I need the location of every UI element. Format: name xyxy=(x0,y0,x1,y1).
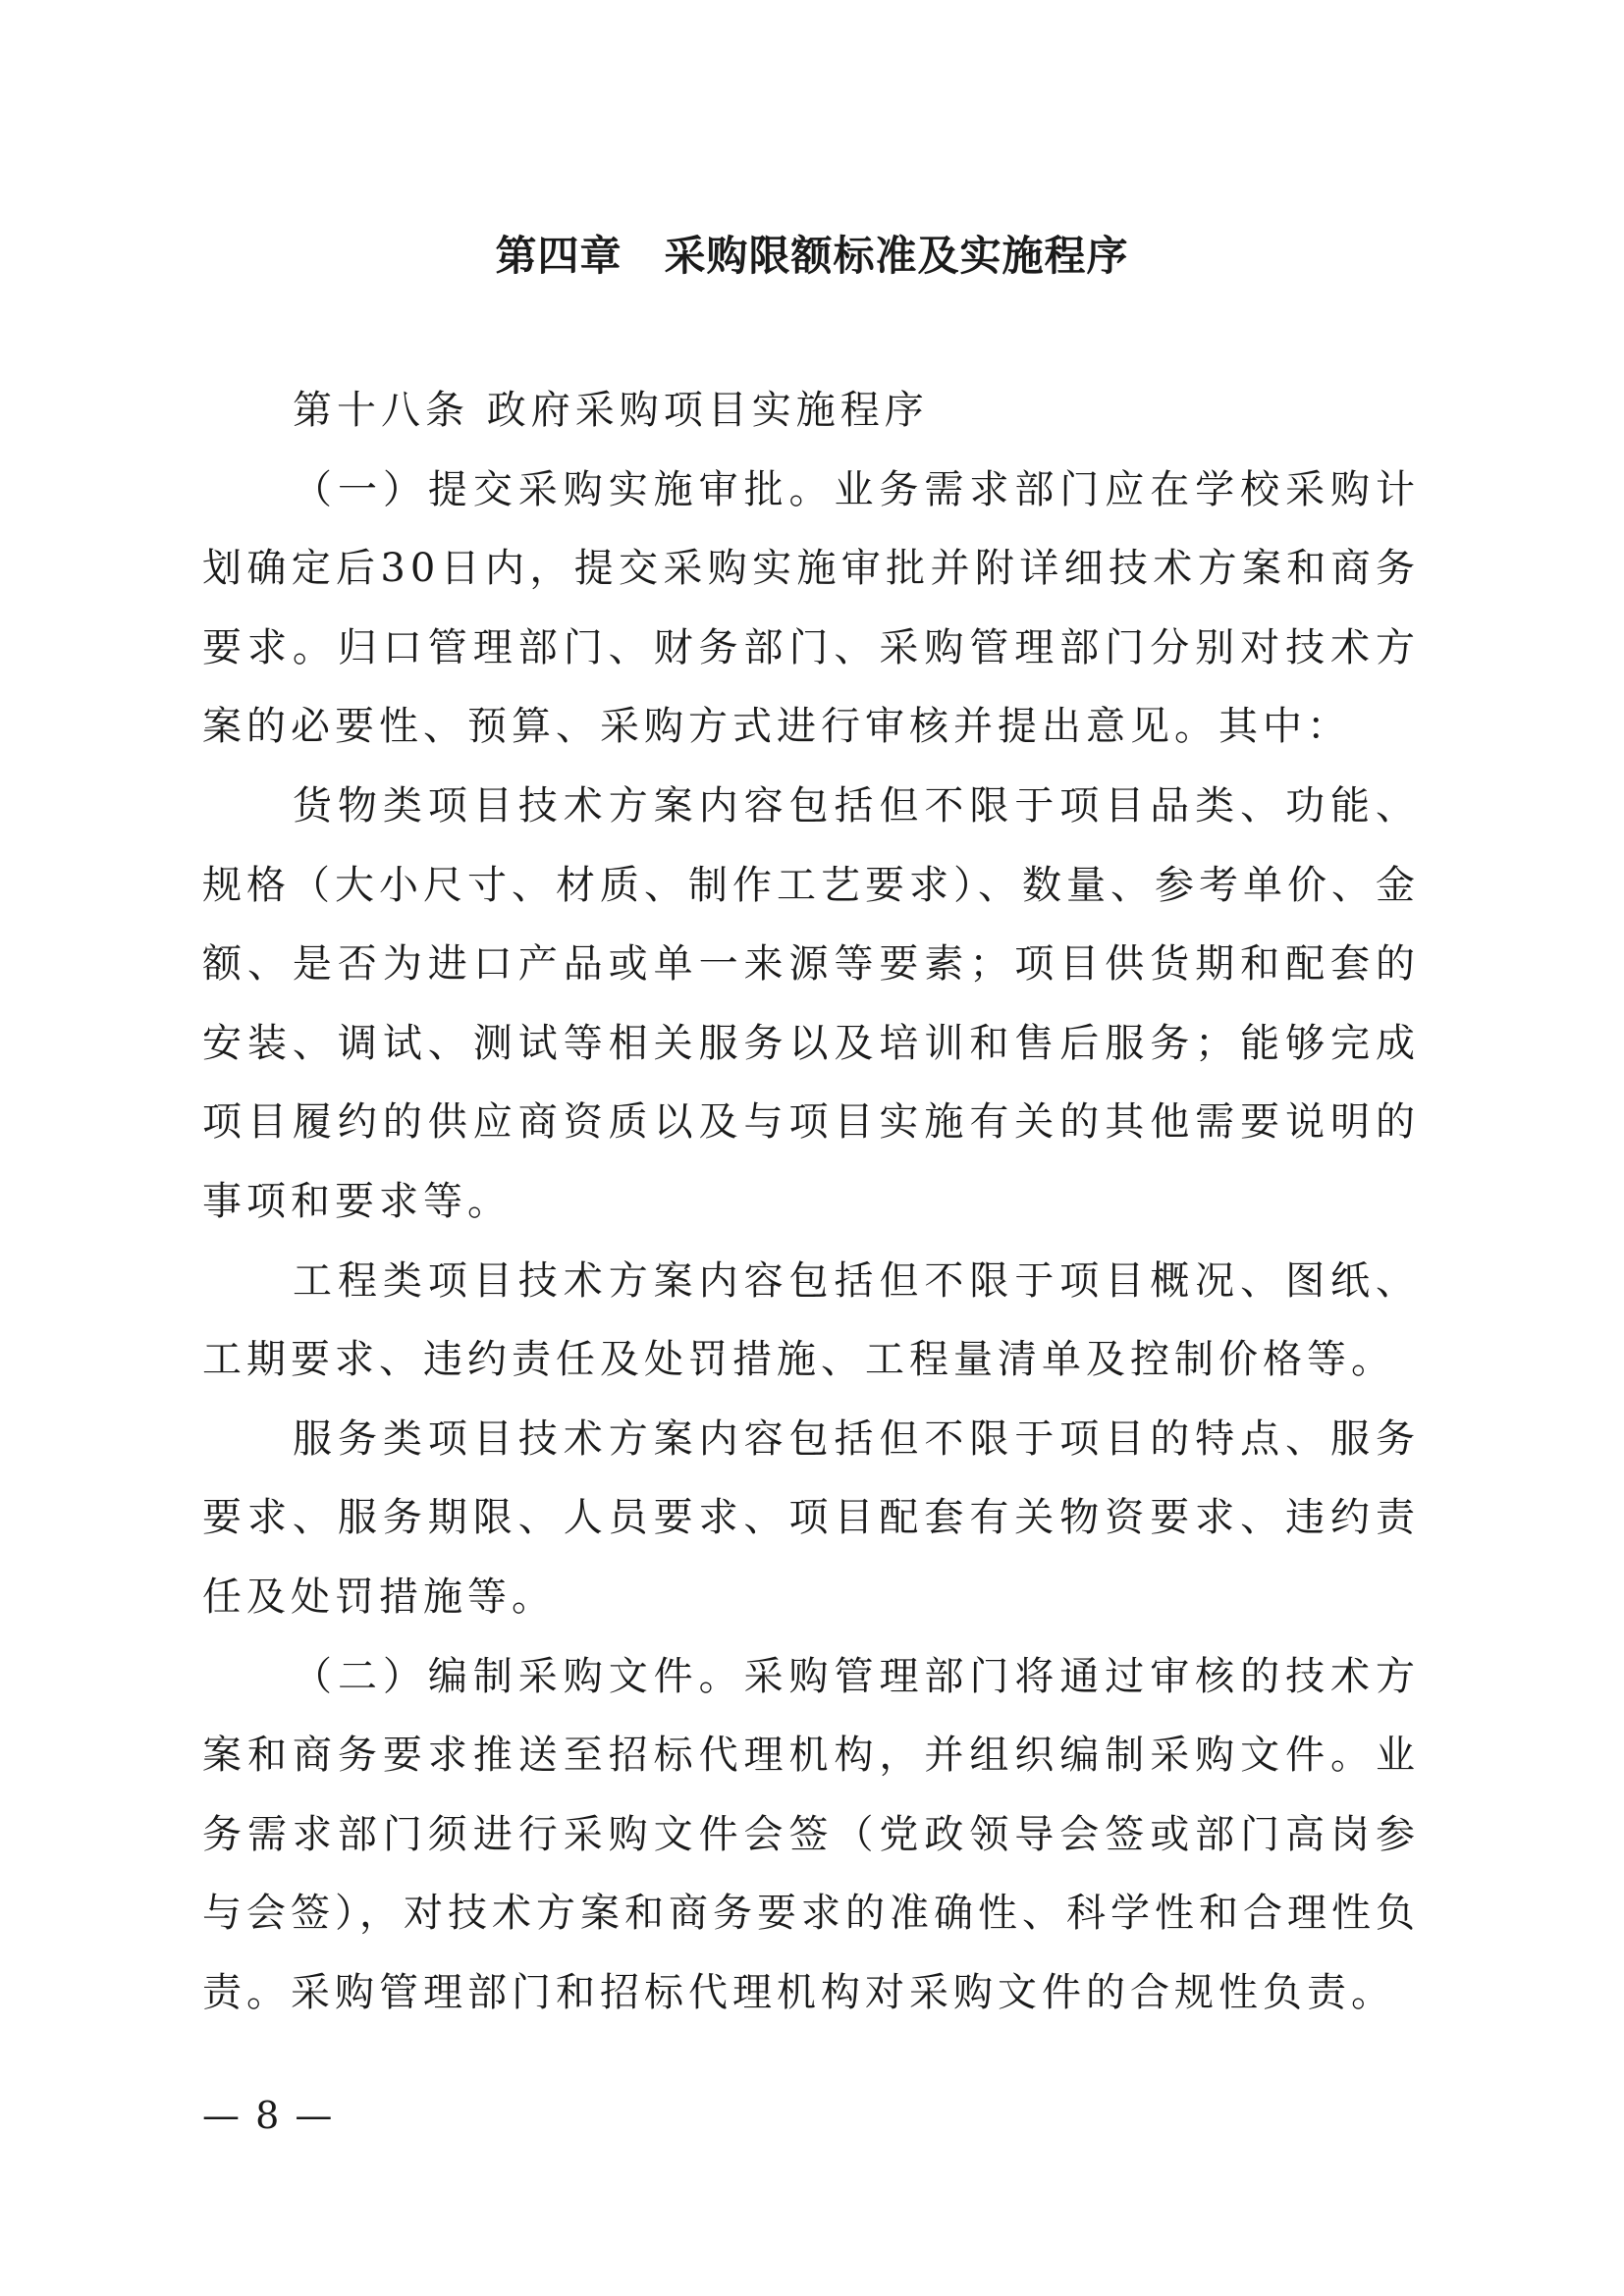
page-number: — 8 — xyxy=(202,2094,335,2137)
document-body xyxy=(202,371,1420,2032)
paragraph-service-projects: 服务类项目技术方案内容包括但不限于项目的特点、服务要求、服务期限、人员要求、项目配套有关物资要求、违约责任及处罚措施等。 xyxy=(202,1415,1420,1620)
chapter-title: 第四章 采购限额标准及实施程序 xyxy=(495,232,1129,280)
article-heading: 第十八条 政府采购项目实施程序 xyxy=(293,388,929,433)
paragraph-prepare-documents: （二）编制采购文件。采购管理部门将通过审核的技术方案和商务要求推送至招标代理机构，并组织编制采购文件。业务需求部门须进行采购文件会签（党政领导会签或部门高岗参与会签），对技术方案和商务要求的准确性、科学性和合理性负责。采购管理部门和招标代理机构对采购文件的合规性负责。 xyxy=(202,1653,1420,2015)
paragraph-submit-approval: （一）提交采购实施审批。业务需求部门应在学校采购计划确定后30日内，提交采购实施审批并附详细技术方案和商务要求。归口管理部门、财务部门、采购管理部门分别对技术方案的必要性、预算、采购方式进行审核并提出意见。其中： xyxy=(202,466,1420,750)
paragraph-engineering-projects: 工程类项目技术方案内容包括但不限于项目概况、图纸、工期要求、违约责任及处罚措施、工程量清单及控制价格等。 xyxy=(202,1257,1420,1383)
paragraph-goods-projects: 货物类项目技术方案内容包括但不限于项目品类、功能、规格（大小尺寸、材质、制作工艺要求）、数量、参考单价、金额、是否为进口产品或单一来源等要素；项目供货期和配套的安装、调试、测试等相关服务以及培训和售后服务；能够完成项目履约的供应商资质以及与项目实施有关的其他需要说明的事项和要求等。 xyxy=(202,782,1420,1224)
